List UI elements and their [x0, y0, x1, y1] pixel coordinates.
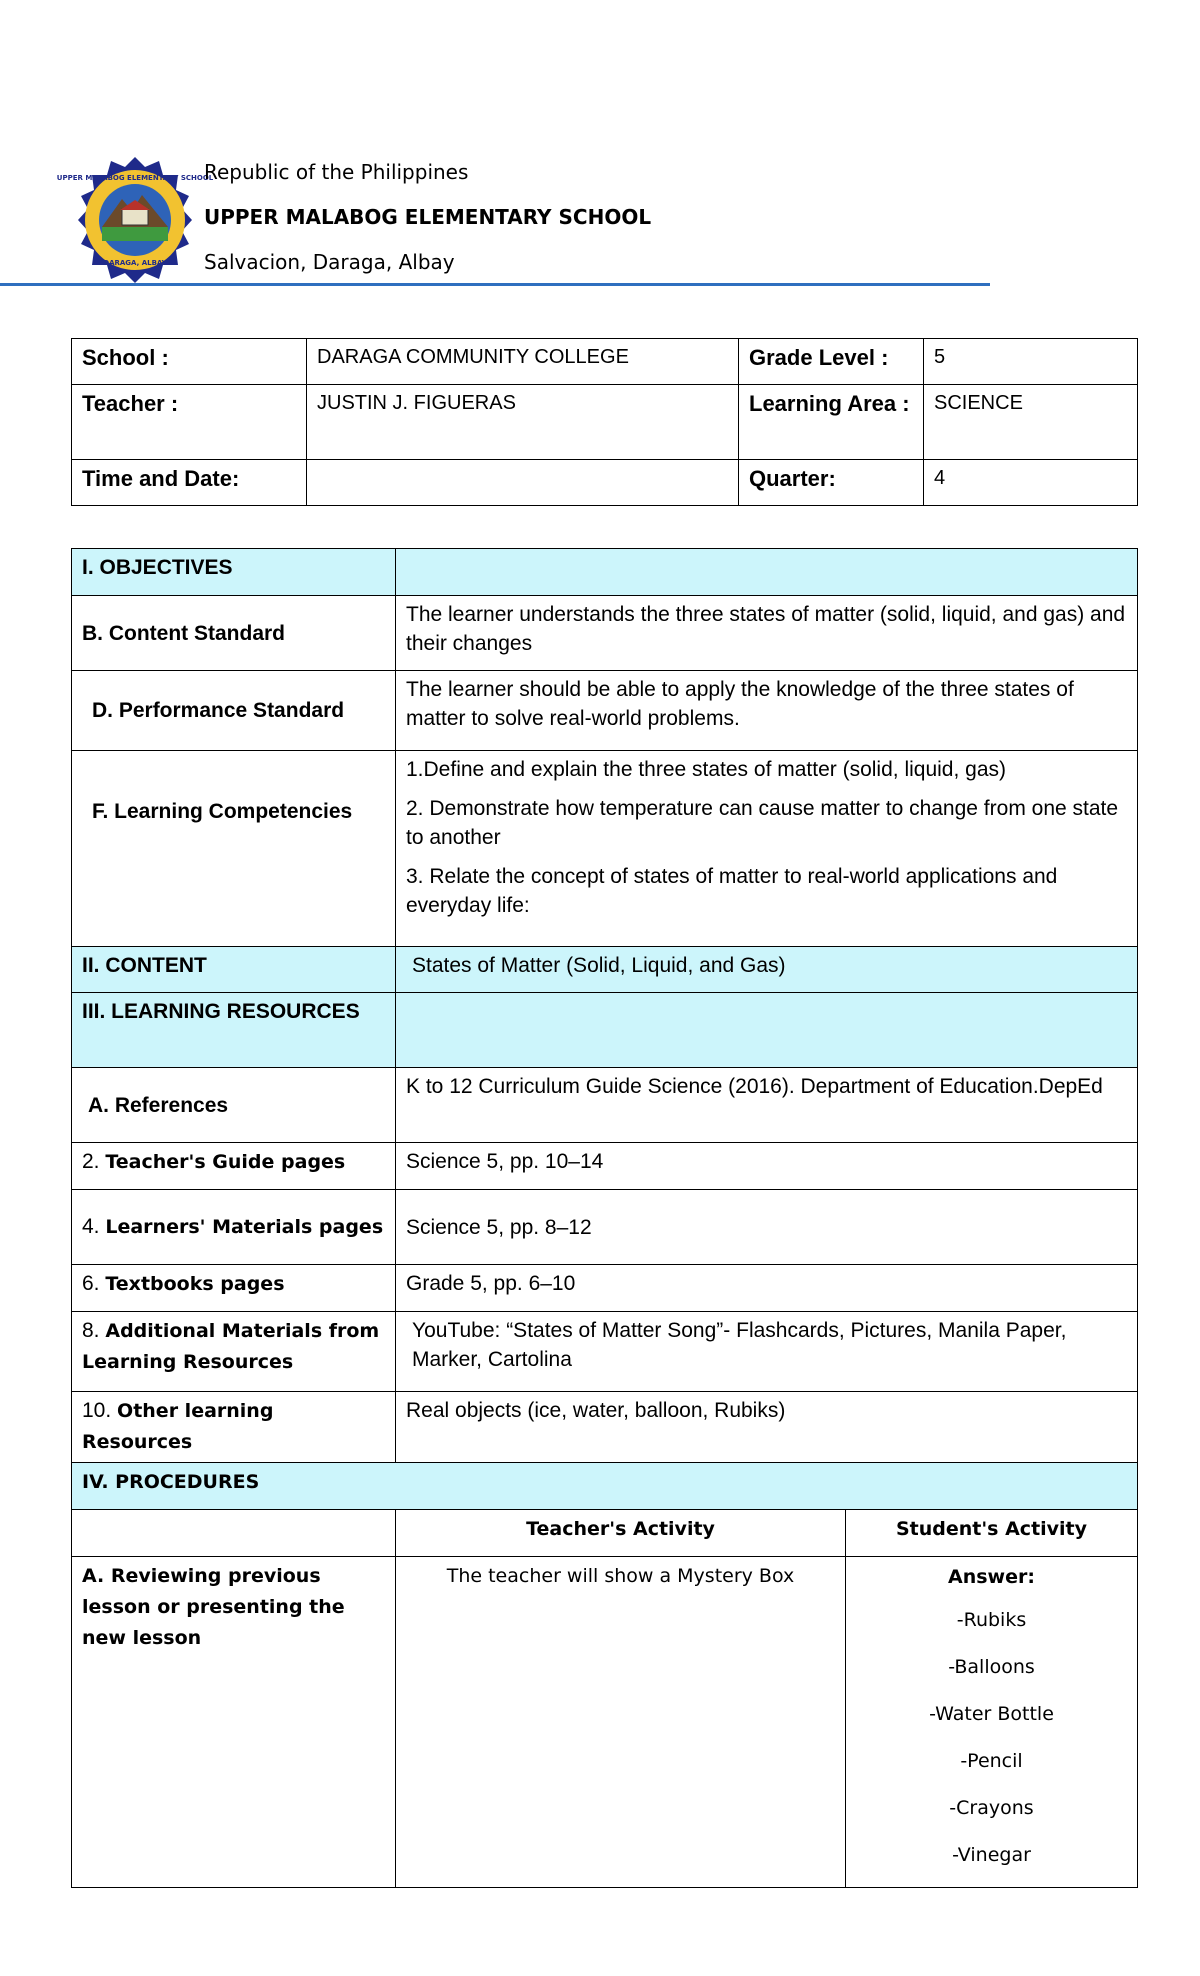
grade-level-value: 5 — [924, 339, 1138, 385]
content-standard-label: B. Content Standard — [72, 596, 396, 671]
additional-materials-value: YouTube: “States of Matter Song”- Flashcards, Pictures, Manila Paper, Marker, Cartolina — [396, 1312, 1138, 1392]
references-label: A. References — [72, 1068, 396, 1143]
content-heading: II. CONTENT — [72, 947, 396, 993]
header-rule — [0, 283, 990, 286]
header-republic: Republic of the Philippines — [204, 160, 469, 184]
school-value: DARAGA COMMUNITY COLLEGE — [307, 339, 739, 385]
other-resources-value: Real objects (ice, water, balloon, Rubiks) — [396, 1392, 1138, 1463]
learners-materials-label — [72, 1190, 396, 1265]
learning-area-label: Learning Area : — [739, 385, 924, 460]
competency-item: 2. Demonstrate how temperature can cause matter to change from one state to another — [406, 797, 1119, 849]
letterhead — [56, 155, 1000, 295]
reviewing-teacher-activity: The teacher will show a Mystery Box — [396, 1557, 846, 1888]
competency-item: 1.Define and explain the three states of matter (solid, liquid, gas) — [406, 758, 1006, 781]
time-date-value — [307, 460, 739, 506]
other-resources-number: 10. — [82, 1399, 112, 1422]
objectives-fill — [396, 549, 1138, 596]
answer-item: -Water Bottle — [929, 1703, 1054, 1725]
additional-materials-title: Additional Materials from Learning Resources — [82, 1320, 380, 1373]
answer-item: -Crayons — [949, 1797, 1034, 1819]
students-activity-header: Student's Activity — [846, 1510, 1138, 1557]
learning-area-value: SCIENCE — [924, 385, 1138, 460]
content-standard-text: The learner understands the three states of matter (solid, liquid, and gas) and their changes — [396, 596, 1138, 671]
teachers-guide-number: 2. — [82, 1150, 100, 1173]
additional-materials-number: 8. — [82, 1319, 100, 1342]
textbooks-label — [72, 1265, 396, 1312]
teacher-label: Teacher : — [72, 385, 307, 460]
answer-item: -Balloons — [948, 1656, 1035, 1678]
competency-item: 3. Relate the concept of states of matter to real-world applications and everyday life: — [406, 865, 1058, 917]
time-date-label: Time and Date: — [72, 460, 307, 506]
grade-level-label: Grade Level : — [739, 339, 924, 385]
logo-text-bottom: DARAGA, ALBAY — [103, 259, 167, 267]
references-text: K to 12 Curriculum Guide Science (2016). Department of Education.DepEd — [396, 1068, 1138, 1143]
additional-materials-label — [72, 1312, 396, 1392]
reviewing-student-activity — [846, 1557, 1138, 1888]
learners-materials-number: 4. — [82, 1214, 100, 1238]
learning-competencies-list — [396, 751, 1138, 947]
textbooks-title: Textbooks pages — [105, 1273, 285, 1295]
logo-text-top: UPPER MALABOG ELEMENTARY SCHOOL — [56, 174, 214, 182]
content-text: States of Matter (Solid, Liquid, and Gas) — [396, 947, 1138, 993]
answer-item: -Pencil — [960, 1750, 1023, 1772]
teachers-guide-title: Teacher's Guide pages — [105, 1151, 346, 1173]
header-school-name: UPPER MALABOG ELEMENTARY SCHOOL — [204, 205, 652, 229]
teachers-guide-label — [72, 1143, 396, 1190]
other-resources-label — [72, 1392, 396, 1463]
learning-resources-heading: III. LEARNING RESOURCES — [72, 993, 396, 1068]
learning-resources-fill — [396, 993, 1138, 1068]
performance-standard-text: The learner should be able to apply the knowledge of the three states of matter to solve real-world problems. — [396, 671, 1138, 751]
teacher-value: JUSTIN J. FIGUERAS — [307, 385, 739, 460]
school-label: School : — [72, 339, 307, 385]
textbooks-value: Grade 5, pp. 6–10 — [396, 1265, 1138, 1312]
activity-header-blank — [72, 1510, 396, 1557]
quarter-value: 4 — [924, 460, 1138, 506]
answer-item: -Vinegar — [952, 1844, 1031, 1866]
teachers-guide-value: Science 5, pp. 10–14 — [396, 1143, 1138, 1190]
other-resources-title: Other learning Resources — [82, 1400, 274, 1453]
lesson-plan-table — [71, 548, 1138, 1888]
learners-materials-value: Science 5, pp. 8–12 — [396, 1190, 1138, 1265]
answer-label: Answer: — [948, 1566, 1035, 1588]
header-address: Salvacion, Daraga, Albay — [204, 250, 455, 274]
performance-standard-label: D. Performance Standard — [72, 671, 396, 751]
reviewing-lesson-label: A. Reviewing previous lesson or presenting the new lesson — [72, 1557, 396, 1888]
learning-competencies-label: F. Learning Competencies — [72, 751, 396, 947]
school-logo — [56, 155, 214, 285]
learners-materials-title: Learners' Materials pages — [105, 1215, 384, 1238]
procedures-heading: IV. PROCEDURES — [72, 1463, 1138, 1510]
info-table — [71, 338, 1138, 506]
objectives-heading: I. OBJECTIVES — [72, 549, 396, 596]
teachers-activity-header: Teacher's Activity — [396, 1510, 846, 1557]
textbooks-number: 6. — [82, 1272, 100, 1295]
answer-item: -Rubiks — [956, 1609, 1027, 1631]
quarter-label: Quarter: — [739, 460, 924, 506]
